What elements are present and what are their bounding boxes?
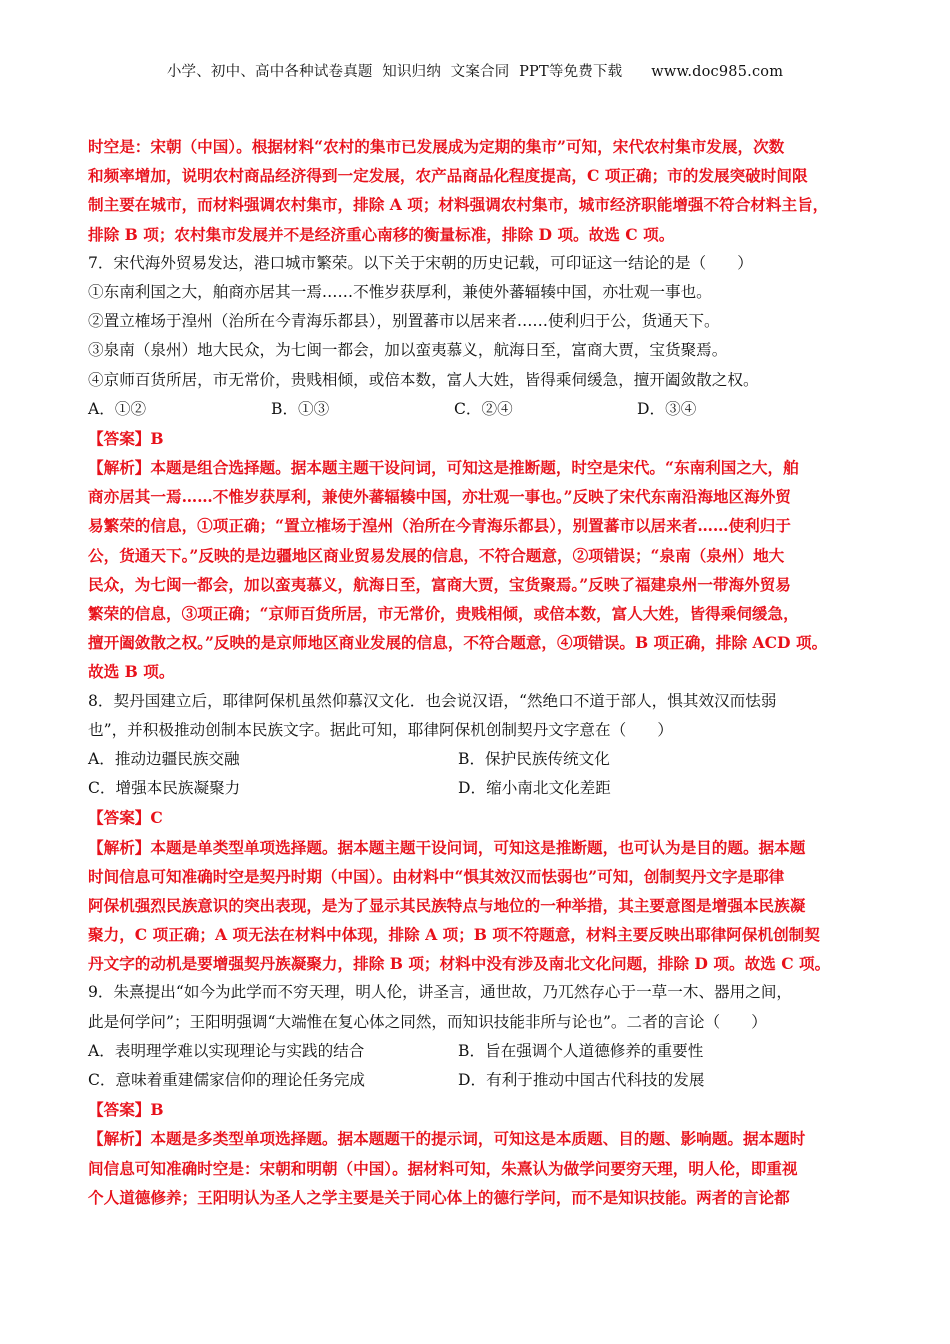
- question-item: ①东南利国之大，舶商亦居其一焉……不惟岁获厚利，兼使外蕃辐辏中国，亦壮观一事也。: [88, 282, 712, 301]
- options-row: [88, 395, 868, 424]
- options-row: [88, 1066, 868, 1095]
- options-row: [88, 774, 868, 803]
- analysis-line: 易繁荣的信息，①项正确；“置立榷场于湟州（治所在今青海乐都县），别置蕃市以居来者……使利归于: [88, 516, 791, 536]
- options-row: [88, 1037, 868, 1066]
- option-c: C．增强本民族凝聚力: [88, 779, 241, 798]
- analysis-line: 排除 B 项；农村集市发展并不是经济重心南移的衡量标准，排除 D 项。故选 C 项。: [88, 224, 675, 244]
- question-stem: 7．宋代海外贸易发达，港口城市繁荣。以下关于宋朝的历史记载，可印证这一结论的是（ ）: [88, 253, 753, 272]
- analysis-line: 时空是：宋朝（中国）。根据材料“农村的集市已发展成为定期的集市”可知，宋代农村集市发展，次数: [88, 137, 785, 156]
- option-d: D．③④: [637, 399, 697, 418]
- analysis-line: 阿保机强烈民族意识的突出表现，是为了显示其民族特点与地位的一种举措，其主要意图是增强本民族凝: [88, 895, 806, 915]
- analysis-line: 聚力，C 项正确；A 项无法在材料中体现，排除 A 项；B 项不符题意，材料主要反映出耶律阿保机创制契: [88, 925, 820, 945]
- question-stem: 9．朱熹提出“如今为此学而不穷天理，明人伦，讲圣言，通世故，乃兀然存心于一草一木、器用之间，: [88, 983, 793, 1002]
- option-c: C．意味着重建儒家信仰的理论任务完成: [88, 1071, 366, 1089]
- option-b: B．保护民族传统文化: [458, 749, 610, 768]
- answer-line: 【答案】B: [88, 1100, 164, 1120]
- question-stem: 此是何学问”；王阳明强调“大端惟在复心体之同然，而知识技能非所与论也”。二者的言论（ ）: [88, 1012, 767, 1031]
- analysis-line: 时间信息可知准确时空是契丹时期（中国）。由材料中“惧其效汉而怯弱也”可知，创制契丹文字是耶律: [88, 866, 785, 886]
- analysis-line: 【解析】本题是多类型单项选择题。据本题题干的提示词，可知这是本质题、目的题、影响题。据本题时: [88, 1129, 806, 1149]
- analysis-line: 和频率增加，说明农村商品经济得到一定发展，农产品商品化程度提高，C 项正确；市的发展突破时间限: [88, 166, 808, 186]
- analysis-line: 擅开阖敛散之权。”反映的是京师地区商业发展的信息，不符合题意，④项错误。B 项正确，排除 ACD 项。: [88, 633, 828, 653]
- question-7: [88, 249, 868, 687]
- question-9: [88, 978, 868, 1212]
- question-item: ②置立榷场于湟州（治所在今青海乐都县），别置蕃市以居来者……使利归于公，货通天下。: [88, 312, 720, 331]
- question-item: ③泉南（泉州）地大民众，为七闽一都会，加以蛮夷慕义，航海日至，富商大贾，宝货聚焉。: [88, 341, 728, 360]
- options-row: [88, 745, 868, 774]
- analysis-line: 商亦居其一焉……不惟岁获厚利，兼使外蕃辐辏中国，亦壮观一事也。”反映了宋代东南沿海地区海外贸: [88, 487, 791, 507]
- option-d: D．有利于推动中国古代科技的发展: [458, 1071, 705, 1089]
- page-header: 小学、初中、高中各种试卷真题 知识归纳 文案合同 PPT等免费下载 www.doc985.com: [166, 64, 784, 80]
- analysis-line: 丹文字的动机是要增强契丹族凝聚力，排除 B 项；材料中没有涉及南北文化问题，排除 D 项。故选 C 项。: [88, 954, 831, 974]
- analysis-block: [88, 453, 868, 687]
- question-8: [88, 687, 868, 979]
- prev-analysis-tail: [88, 132, 868, 249]
- option-a: A．推动边疆民族交融: [88, 749, 240, 768]
- analysis-line: 【解析】本题是单类型单项选择题。据本题主题干设问词，可知这是推断题，也可认为是目的题。据本题: [88, 837, 806, 857]
- analysis-line: 故选 B 项。: [88, 662, 175, 682]
- page-content: [88, 132, 868, 1212]
- analysis-line: 公，货通天下。”反映的是边疆地区商业贸易发展的信息，不符合题意，②项错误；“泉南（泉州）地大: [88, 545, 785, 565]
- analysis-line: 繁荣的信息，③项正确；“京师百货所居，市无常价，贵贱相倾，或倍本数，富人大姓，皆得乘伺缓急，: [88, 604, 799, 623]
- option-d: D．缩小南北文化差距: [458, 779, 611, 798]
- question-item: ④京师百货所居，市无常价，贵贱相倾，或倍本数，富人大姓，皆得乘伺缓急，擅开阖敛散之权。: [88, 370, 759, 389]
- analysis-line: 个人道德修养；王阳明认为圣人之学主要是关于同心体上的德行学问，而不是知识技能。两者的言论都: [88, 1187, 790, 1207]
- analysis-line: 间信息可知准确时空是：宋朝和明朝（中国）。据材料可知，朱熹认为做学问要穷天理，明人伦，即重视: [88, 1158, 798, 1178]
- analysis-block: [88, 1124, 868, 1212]
- analysis-line: 制主要在城市，而材料强调农村集市，排除 A 项；材料强调农村集市，城市经济职能增强不符合材料主旨，: [88, 195, 829, 215]
- question-stem: 也”，并积极推动创制本民族文字。据此可知，耶律阿保机创制契丹文字意在（ ）: [88, 720, 673, 739]
- option-b: B．旨在强调个人道德修养的重要性: [458, 1041, 704, 1060]
- option-b: B．①③: [271, 399, 330, 418]
- option-a: A．①②: [88, 399, 147, 418]
- answer-line: 【答案】C: [88, 808, 163, 828]
- answer-line: 【答案】B: [88, 428, 164, 448]
- analysis-line: 民众，为七闽一都会，加以蛮夷慕义，航海日至，富商大贾，宝货聚焉。”反映了福建泉州一带海外贸易: [88, 574, 791, 594]
- question-stem: 8．契丹国建立后，耶律阿保机虽然仰慕汉文化．也会说汉语，“然绝口不道于部人，惧其效汉而怯弱: [88, 691, 777, 710]
- analysis-block: [88, 833, 868, 979]
- option-a: A．表明理学难以实现理论与实践的结合: [88, 1041, 365, 1060]
- option-c: C．②④: [454, 399, 513, 418]
- analysis-line: 【解析】本题是组合选择题。据本题主题干设问词，可知这是推断题，时空是宋代。“东南利国之大，舶: [88, 458, 799, 478]
